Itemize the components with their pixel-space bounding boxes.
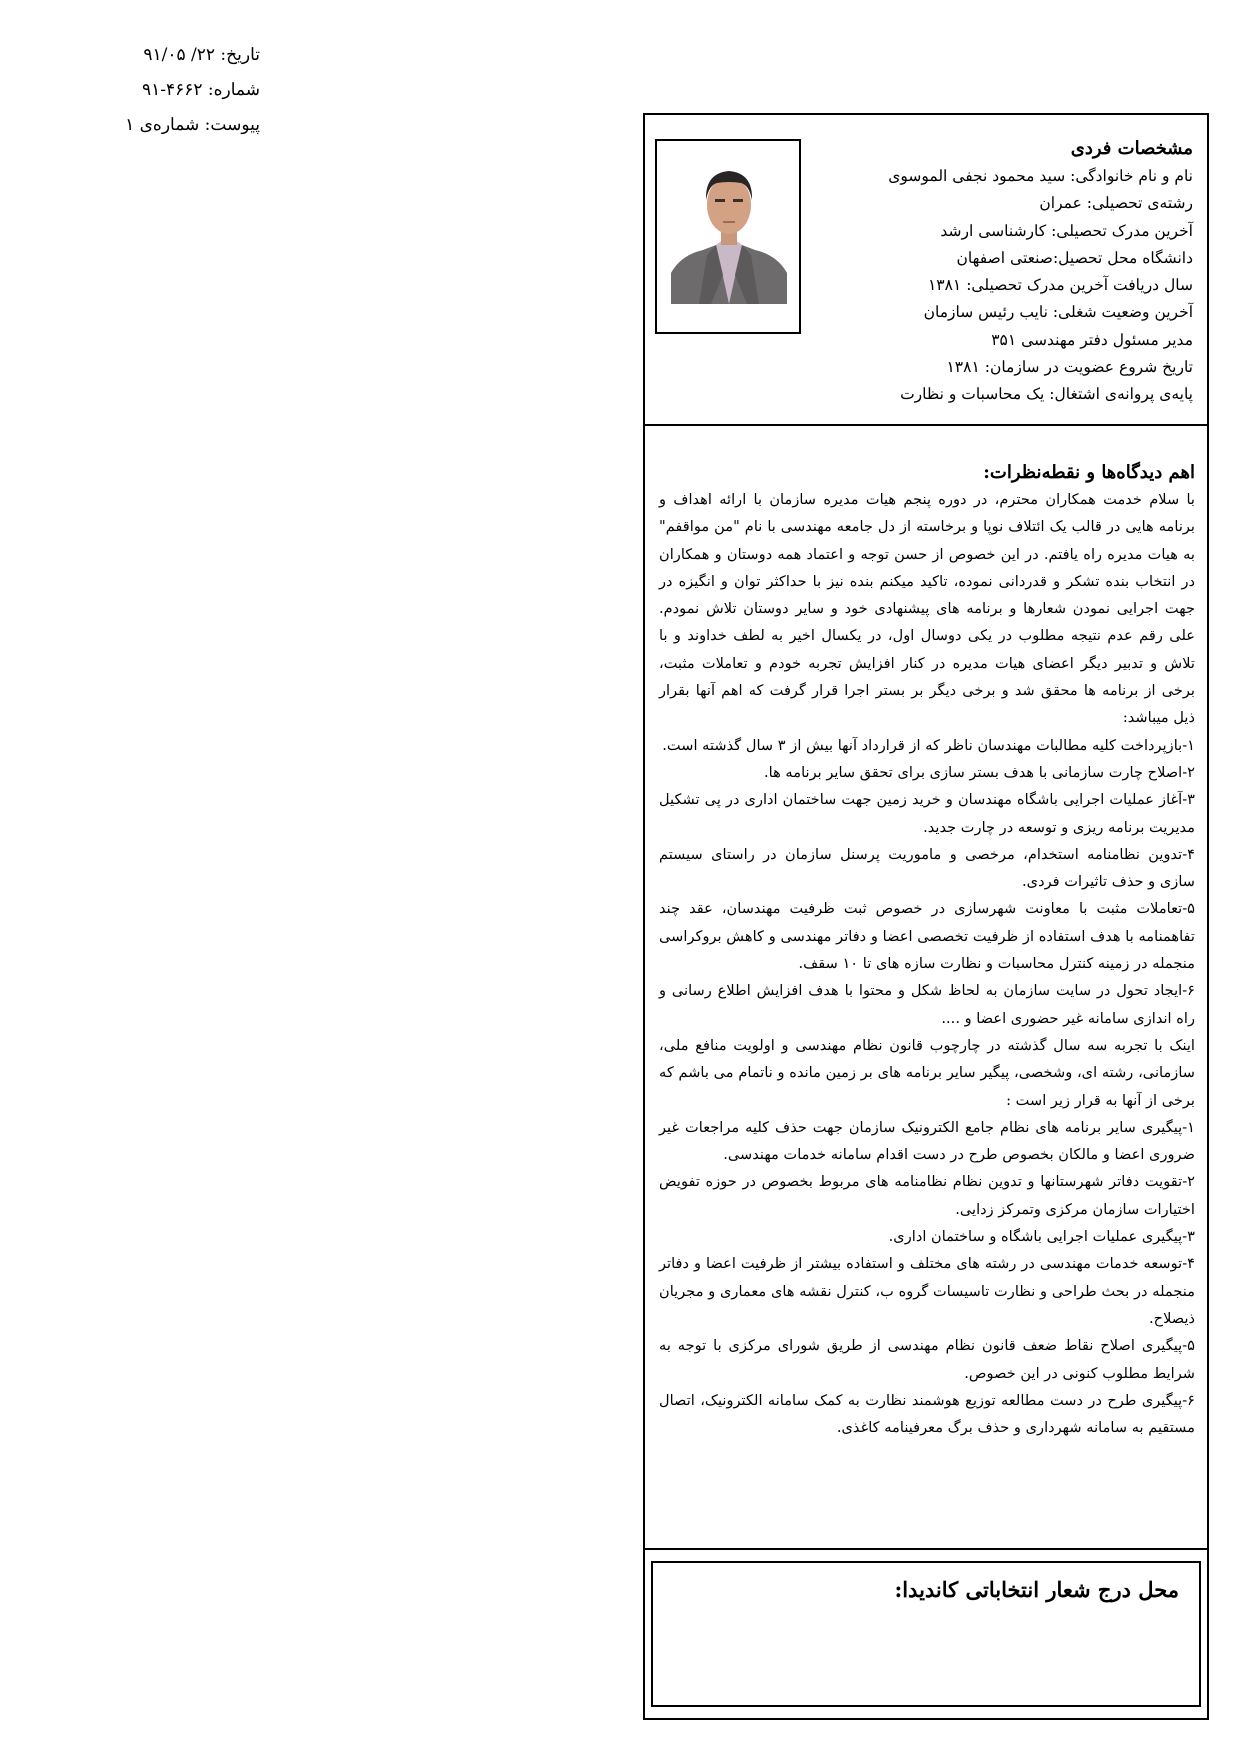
info-university: دانشگاه محل تحصیل:صنعتی اصفهان xyxy=(956,248,1193,267)
letter-attachment: پیوست: شماره‌ی ۱ xyxy=(125,115,260,135)
candidate-form xyxy=(643,113,1209,1720)
info-full-name: نام و نام خانوادگی: سید محمود نجفی الموسوی xyxy=(888,167,1193,185)
views-title: اهم دیدگاه‌ها و نقطه‌نظرات: xyxy=(983,462,1195,483)
plan-item: ۳-پیگیری عملیات اجرایی باشگاه و ساختمان اداری. xyxy=(888,1228,1195,1246)
slogan-title: محل درج شعار انتخاباتی کاندیدا: xyxy=(894,1577,1179,1602)
info-field-of-study: رشته‌ی تحصیلی: عمران xyxy=(1039,194,1193,213)
achievement-item: ۱-بازپرداخت کلیه مطالبات مهندسان ناظر که از قرارداد آنها بیش از ۳ سال گذشته است. xyxy=(662,736,1195,754)
letter-number: شماره: ۴۶۶۲-۹۱ xyxy=(141,80,260,100)
personal-info xyxy=(803,135,1193,409)
plan-item: ۴-توسعه خدمات مهندسی در رشته های مختلف و استفاده بیشتر از ظرفیت اعضا و دفاتر منجمله در بحث طراحی و نظارت تاسیسات گروه ب، کنترل نقشه های معماری و مجریان ذیصلاح. xyxy=(659,1255,1195,1327)
plan-item: ۲-تقویت دفاتر شهرستانها و تدوین نظام نظامنامه های مربوط بخصوص در حوزه تفویض اختیارات سازمان مرکزی وتمرکز زدایی. xyxy=(659,1173,1195,1218)
candidate-photo xyxy=(671,155,787,304)
info-graduation-year: سال دریافت آخرین مدرک تحصیلی: ۱۳۸۱ xyxy=(927,276,1193,295)
plan-item: ۶-پیگیری طرح در دست مطالعه توزیع هوشمند نظارت به کمک سامانه الکترونیک، اتصال مستقیم به سامانه شهرداری و حذف برگ معرفینامه کاغذی. xyxy=(659,1391,1195,1437)
info-office-manager: مدیر مسئول دفتر مهندسی ۳۵۱ xyxy=(991,330,1193,349)
info-membership-start: تاریخ شروع عضویت در سازمان: ۱۳۸۱ xyxy=(946,358,1193,377)
slogan-box xyxy=(651,1561,1201,1707)
photo-frame xyxy=(655,139,801,334)
info-job-status: آخرین وضعیت شغلی: نایب رئیس سازمان xyxy=(923,303,1193,322)
info-degree: آخرین مدرک تحصیلی: کارشناسی ارشد xyxy=(940,221,1193,240)
achievement-item: ۶-ایجاد تحول در سایت سازمان به لحاظ شکل و محتوا با هدف افزایش اطلاع رسانی و راه اندازی سامانه غیر حضوری اعضا و .... xyxy=(659,982,1195,1027)
personal-info-section xyxy=(645,115,1207,426)
achievement-item: ۳-آغاز عملیات اجرایی باشگاه مهندسان و خرید زمین جهت ساختمان اداری در پی تشکیل مدیریت برنامه ریزی و توسعه در چارت جدید. xyxy=(659,791,1195,836)
views-intro-paragraph: با سلام خدمت همکاران محترم، در دوره پنجم هیات مدیره سازمان با ارائه اهداف و برنامه هایی در قالب یک ائتلاف نوپا و برخاسته از دل جامعه مهندسی با نام "من مواقفم" به هیات مدیره راه یافتم. در این خصوص از حسن توجه و اعتماد همه دوستان و همکاران در انتخاب بنده تشکر و قدردانی نموده، تاکید میکنم بنده نیز با حداکثر توان و انگیزه در جهت اجرایی نمودن شعارها و برنامه های پیشنهادی خود و سایر دوستان تلاش نمودم. علی رقم عدم نتیجه مطلوب در یکی دوسال اول، در یکسال اخیر به لطف خداوند و با تلاش و تدبیر دیگر اعضای هیات مدیره در کنار افزایش تجربه خودم و تعاملات مثبت، برخی از برنامه ها محقق شد و برخی دیگر بر بستر اجرا قرار گرفت که اهم آنها بقرار ذیل میباشد: xyxy=(659,491,1195,727)
achievement-item: ۲-اصلاح چارت سازمانی با هدف بستر سازی برای تحقق سایر برنامه ها. xyxy=(764,763,1195,781)
plan-item: ۵-پیگیری اصلاح نقاط ضعف قانون نظام مهندسی از طریق شورای مرکزی با توجه به شرایط مطلوب کنونی در این خصوص. xyxy=(659,1337,1195,1382)
achievement-item: ۵-تعاملات مثبت با معاونت شهرسازی در خصوص ثبت ظرفیت مهندسان، عقد چند تفاهمنامه با هدف استفاده از ظرفیت تخصصی اعضا و دفاتر مهندسی و کاهش بروکراسی منجمله در زمینه کنترل محاسبات و نظارت سازه های تا ۱۰ سقف. xyxy=(659,900,1195,973)
info-license-grade: پایه‌ی پروانه‌ی اشتغال: یک محاسبات و نظارت xyxy=(900,385,1193,404)
personal-info-title: مشخصات فردی xyxy=(1070,138,1193,159)
views-content xyxy=(659,460,1195,1441)
letter-header xyxy=(70,38,260,143)
portrait-image xyxy=(671,155,787,304)
plans-intro-paragraph: اینک با تجربه سه سال گذشته در چارچوب قانون نظام مهندسی و اولویت منافع ملی، سازمانی، رشته ای، وشخصی، پیگیر سایر برنامه های بر زمین مانده و ناتمام می باشم که برخی از آنها به قرار زیر است : xyxy=(659,1036,1195,1109)
achievement-item: ۴-تدوین نظامنامه استخدام، مرخصی و ماموریت پرسنل سازمان در راستای سیستم سازی و حذف تاثیرات فردی. xyxy=(659,845,1195,891)
letter-date: تاریخ: ۲۲/ ۹۱/۰۵ xyxy=(143,45,260,65)
views-section xyxy=(645,426,1207,1550)
plan-item: ۱-پیگیری سایر برنامه های نظام جامع الکترونیک سازمان جهت حذف کلیه مراجعات غیر ضروری اعضا و مالکان بخصوص طرح در دست اقدام سامانه خدمات مهندسی. xyxy=(659,1118,1195,1164)
